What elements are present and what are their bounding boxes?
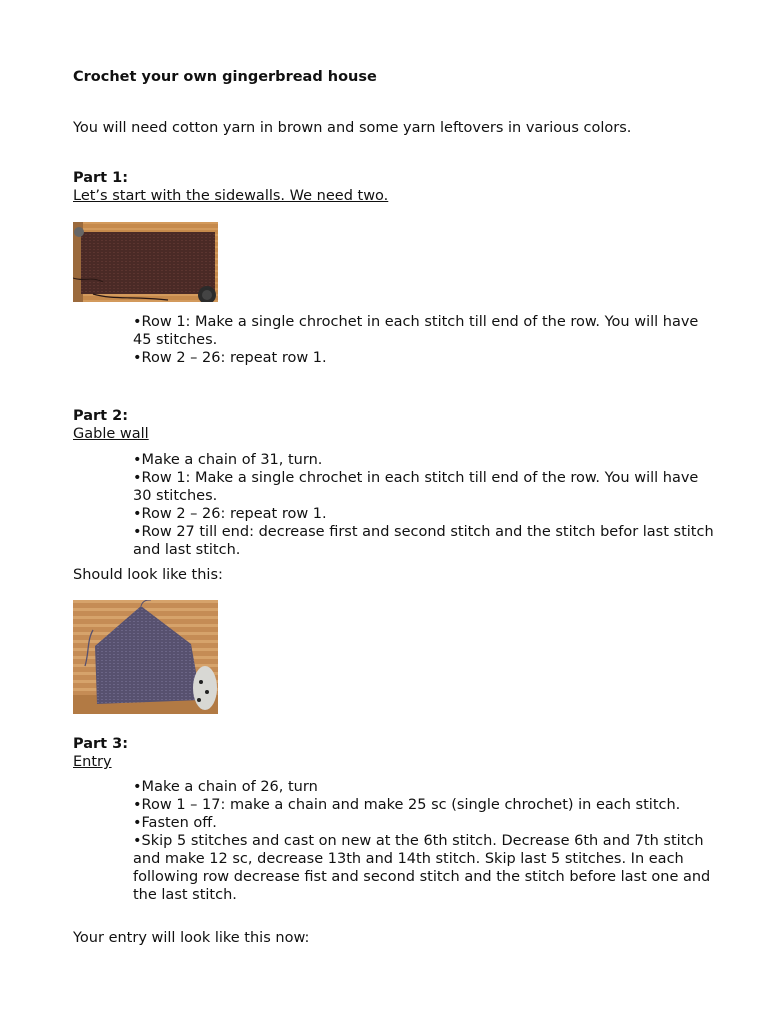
sidewall-photo (73, 222, 218, 302)
step-item: •Row 2 – 26: repeat row 1. (133, 350, 327, 366)
gable-wall-photo-image (73, 600, 218, 714)
part-2-subtitle: Gable wall (73, 426, 149, 442)
step-item: •Row 2 – 26: repeat row 1. (133, 506, 327, 522)
sidewall-photo-image (73, 222, 218, 302)
part-3-subtitle: Entry (73, 754, 112, 770)
part-1-subtitle: Let’s start with the sidewalls. We need two. (73, 188, 389, 204)
step-item: •Fasten off. (133, 815, 217, 831)
step-item: •Make a chain of 31, turn. (133, 452, 323, 468)
part-2-steps (133, 451, 718, 559)
part-3-steps (133, 778, 718, 904)
gable-wall-photo (73, 600, 218, 714)
step-item: •Row 1: Make a single chrochet in each stitch till end of the row. You will have 30 stitches. (133, 470, 699, 504)
part-3-heading: Part 3: (73, 736, 129, 752)
step-item: •Skip 5 stitches and cast on new at the 6th stitch. Decrease 6th and 7th stitch and make 12 sc, decrease 13th and 14th stitch. Skip last 5 stitches. In each following row decrease fist and second stitch and the stitch before last one and the last stitch. (133, 833, 711, 903)
step-item: •Row 27 till end: decrease first and second stitch and the stitch befor last stitch and last stitch. (133, 524, 714, 558)
part-2-followup: Should look like this: (73, 567, 223, 583)
step-item: •Make a chain of 26, turn (133, 779, 318, 795)
intro-text: You will need cotton yarn in brown and some yarn leftovers in various colors. (73, 120, 632, 136)
document-title: Crochet your own gingerbread house (73, 69, 377, 85)
part-3-followup: Your entry will look like this now: (73, 930, 310, 946)
part-1-steps (133, 313, 718, 367)
part-1-heading: Part 1: (73, 170, 129, 186)
part-2-heading: Part 2: (73, 408, 129, 424)
step-item: •Row 1: Make a single chrochet in each stitch till end of the row. You will have 45 stitches. (133, 314, 699, 348)
step-item: •Row 1 – 17: make a chain and make 25 sc (single chrochet) in each stitch. (133, 797, 681, 813)
